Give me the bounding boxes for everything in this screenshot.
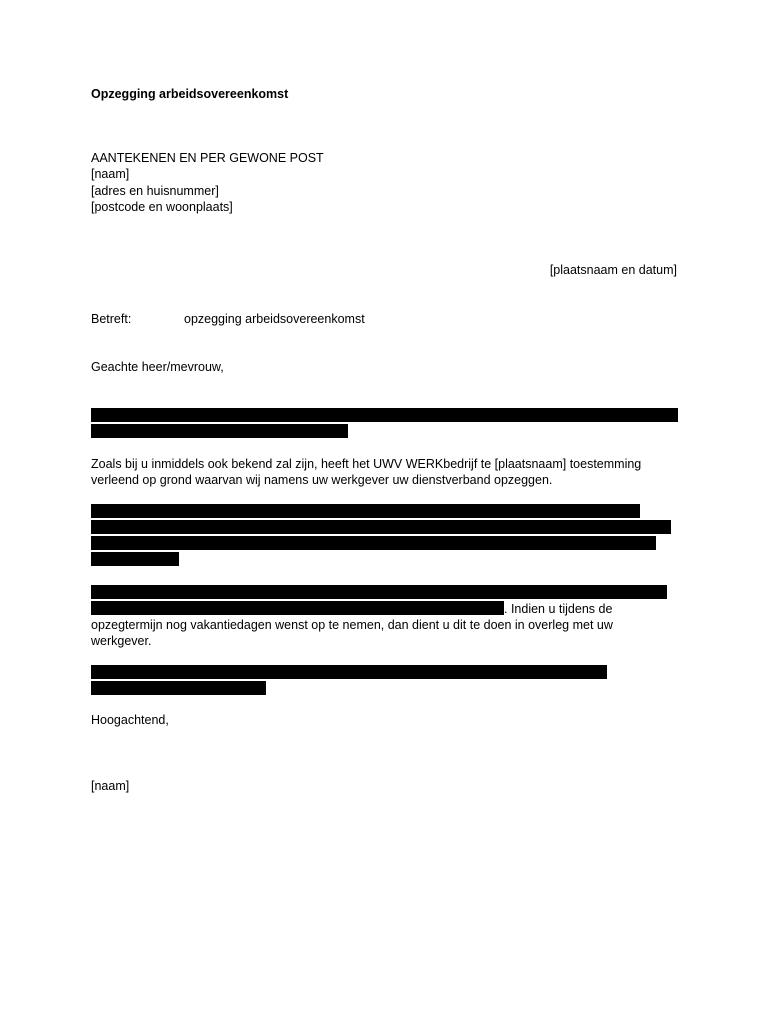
recipient-address: [adres en huisnummer] xyxy=(91,183,219,198)
subject-value: opzegging arbeidsovereenkomst xyxy=(184,312,365,326)
paragraph-line: opzegtermijn nog vakantiedagen wenst op te nemen, dan dient u dit te doen in overleg met uw xyxy=(91,618,613,632)
redaction-bar xyxy=(91,585,667,599)
redaction-bar xyxy=(91,504,640,518)
letter-title: Opzegging arbeidsovereenkomst xyxy=(91,87,289,101)
redaction-bar xyxy=(91,601,504,615)
paragraph-line: Zoals bij u inmiddels ook bekend zal zijn, heeft het UWV WERKbedrijf te [plaatsnaam] toestemming xyxy=(91,457,642,471)
paragraph-line: . Indien u tijdens de xyxy=(504,602,613,616)
redaction-bar xyxy=(91,424,348,438)
place-and-date: [plaatsnaam en datum] xyxy=(549,263,677,277)
redaction-bar xyxy=(91,520,671,534)
recipient-block xyxy=(91,150,324,215)
salutation: Geachte heer/mevrouw, xyxy=(91,360,224,374)
redaction-bar xyxy=(91,552,179,566)
paragraph-line: verleend op grond waarvan wij namens uw werkgever uw dienstverband opzeggen. xyxy=(91,473,553,488)
signature-name: [naam] xyxy=(91,779,130,793)
redaction-bar xyxy=(91,665,607,679)
recipient-postcode: [postcode en woonplaats] xyxy=(91,199,233,214)
delivery-method: AANTEKENEN EN PER GEWONE POST xyxy=(91,151,324,165)
recipient-name: [naam] xyxy=(91,167,130,182)
subject-label: Betreft: xyxy=(91,312,132,326)
redaction-bar xyxy=(91,408,678,422)
redaction-bar xyxy=(91,536,656,550)
paragraph-uwv xyxy=(91,456,681,489)
paragraph-vacation xyxy=(91,617,681,650)
closing: Hoogachtend, xyxy=(91,713,169,727)
paragraph-line: werkgever. xyxy=(91,634,152,649)
redaction-bar xyxy=(91,681,266,695)
